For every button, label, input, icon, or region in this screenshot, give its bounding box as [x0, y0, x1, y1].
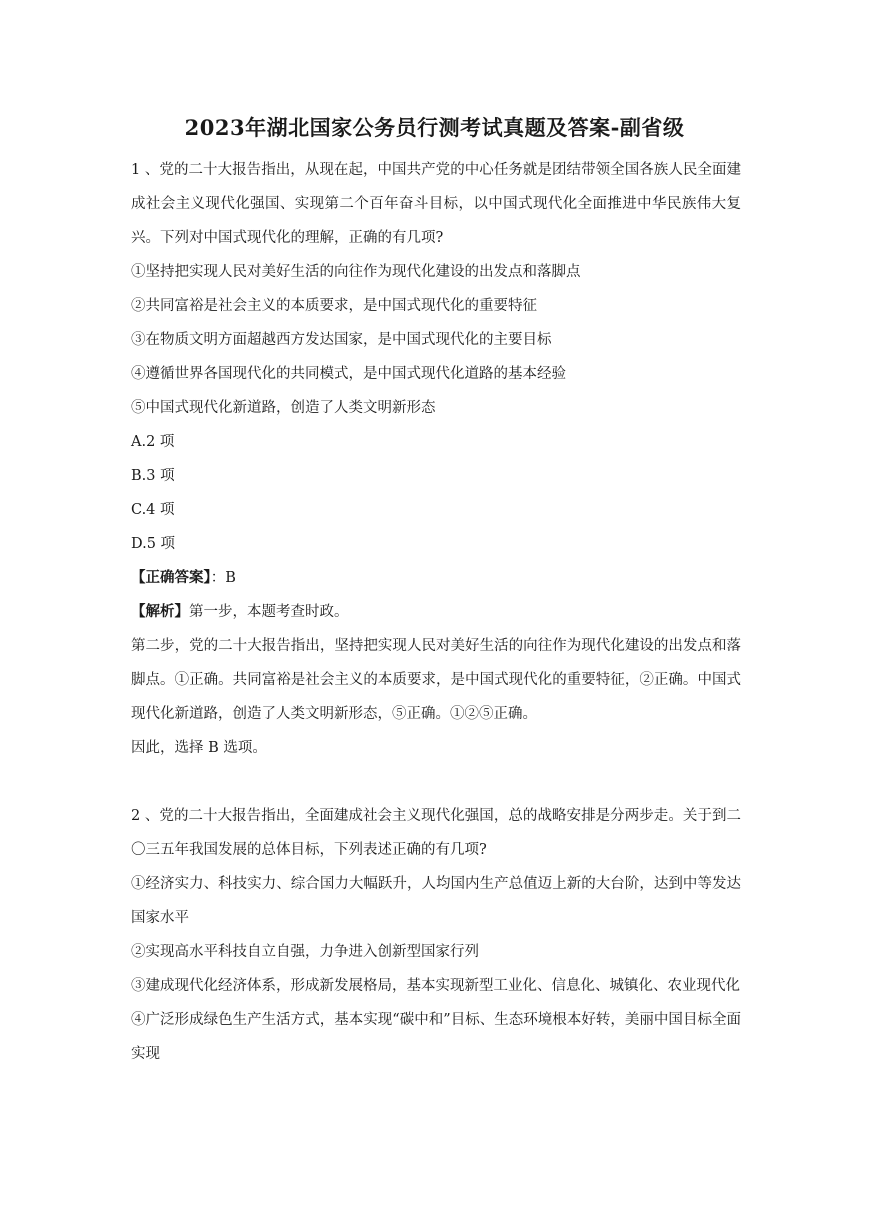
question-1-analysis-step-2: 第二步，党的二十大报告指出，坚持把实现人民对美好生活的向往作为现代化建设的出发点和落脚点。①正确。共同富裕是社会主义的本质要求，是中国式现代化的重要特征，②正确。中国式现代化新道路，创造了人类文明新形态，⑤正确。①②⑤正确。 [131, 638, 741, 722]
question-1-option-d: D.5 项 [131, 536, 176, 552]
analysis-label: 【解析】 [131, 603, 189, 620]
question-2-stem: 2 、党的二十大报告指出，全面建成社会主义现代化强国，总的战略安排是分两步走。关于到二〇三五年我国发展的总体目标，下列表述正确的有几项? [131, 808, 741, 858]
question-2 [131, 799, 741, 1071]
question-1-statement-1: ①坚持把实现人民对美好生活的向往作为现代化建设的出发点和落脚点 [131, 264, 581, 280]
question-1-answer [131, 561, 741, 595]
answer-label: 【正确答案】 [131, 569, 211, 586]
answer-value: ：B [210, 570, 236, 586]
question-1-option-b: B.3 项 [131, 468, 175, 484]
question-1-conclusion: 因此，选择 B 选项。 [131, 740, 267, 756]
section-gap [131, 765, 741, 799]
question-2-statement-4: ④广泛形成绿色生产生活方式，基本实现“碳中和”目标、生态环境根本好转，美丽中国目标全面实现 [131, 1012, 741, 1062]
document-title: 2023年湖北国家公务员行测考试真题及答案-副省级 [184, 115, 685, 140]
document-body [131, 153, 741, 1071]
question-1-analysis [131, 595, 741, 629]
analysis-step-1: 第一步，本题考查时政。 [189, 604, 349, 620]
question-1 [131, 153, 741, 765]
question-1-stem: 1 、党的二十大报告指出，从现在起，中国共产党的中心任务就是团结带领全国各族人民全面建成社会主义现代化强国、实现第二个百年奋斗目标，以中国式现代化全面推进中华民族伟大复兴。下列对中国式现代化的理解，正确的有几项? [131, 162, 741, 246]
question-2-statement-1: ①经济实力、科技实力、综合国力大幅跃升，人均国内生产总值迈上新的大台阶，达到中等发达国家水平 [131, 876, 741, 926]
question-1-option-c: C.4 项 [131, 502, 175, 518]
question-1-statement-3: ③在物质文明方面超越西方发达国家，是中国式现代化的主要目标 [131, 332, 552, 348]
question-1-statement-4: ④遵循世界各国现代化的共同模式，是中国式现代化道路的基本经验 [131, 366, 566, 382]
question-1-statement-5: ⑤中国式现代化新道路，创造了人类文明新形态 [131, 400, 436, 416]
question-2-statement-2: ②实现高水平科技自立自强，力争进入创新型国家行列 [131, 944, 479, 960]
question-1-statement-2: ②共同富裕是社会主义的本质要求，是中国式现代化的重要特征 [131, 298, 537, 314]
question-1-option-a: A.2 项 [131, 434, 175, 450]
question-2-statement-3: ③建成现代化经济体系，形成新发展格局，基本实现新型工业化、信息化、城镇化、农业现代化 [131, 978, 740, 994]
